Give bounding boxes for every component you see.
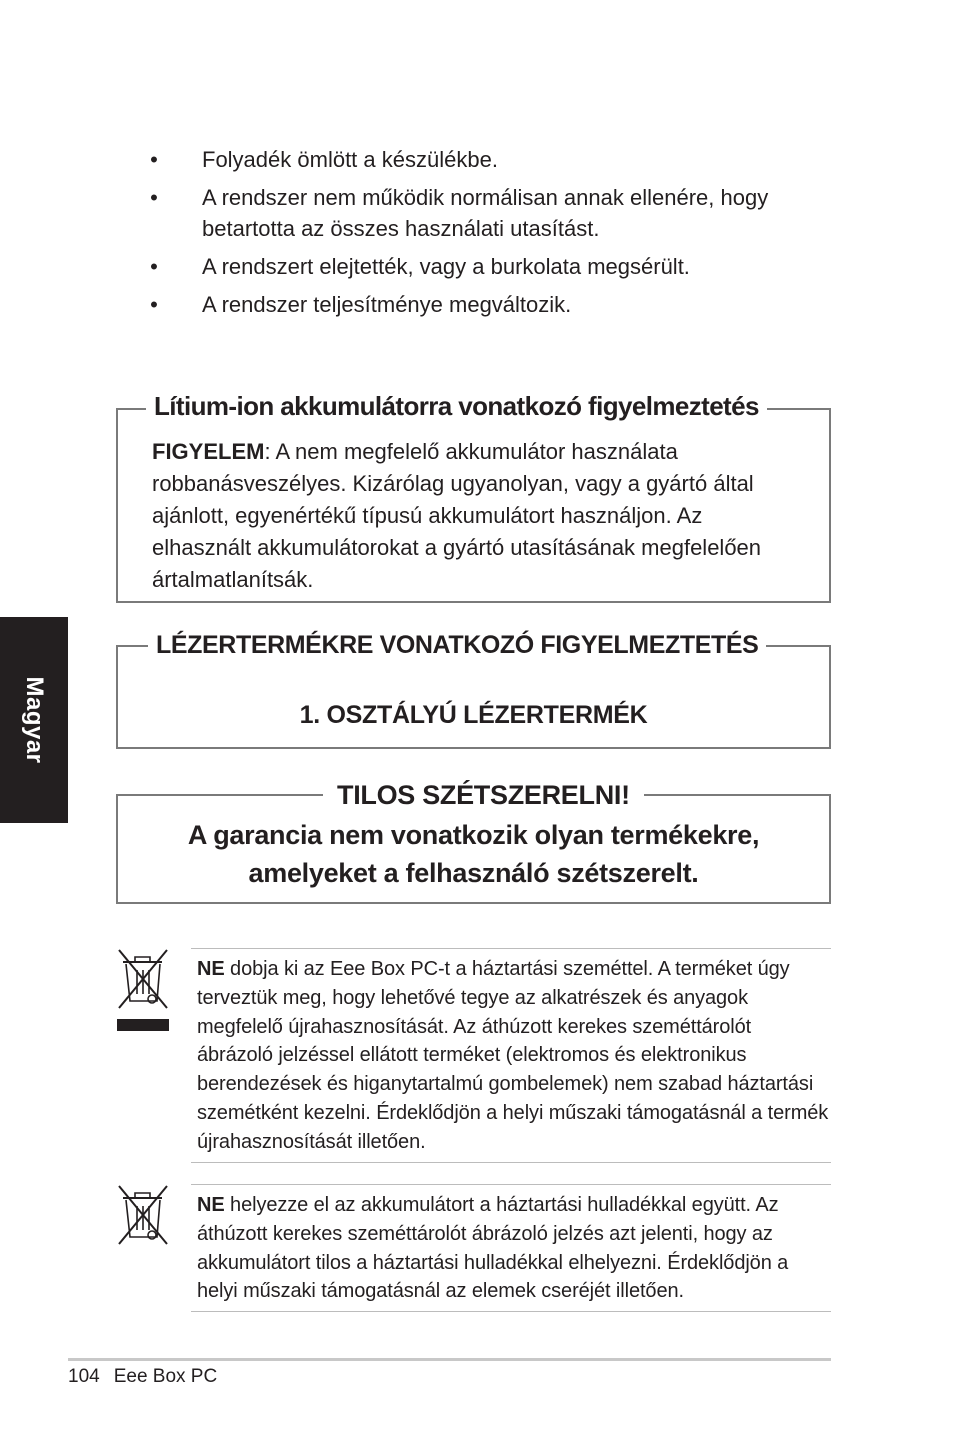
disassembly-line-1: A garancia nem vonatkozik olyan termékekre, <box>187 820 760 850</box>
disassembly-warning-text <box>118 816 829 892</box>
disassembly-warning-title: TILOS SZÉTSZERELNI! <box>323 777 644 813</box>
footer-divider <box>68 1358 831 1361</box>
warning-lead: FIGYELEM <box>152 439 265 464</box>
bullet-marker: • <box>150 147 158 172</box>
notice-body: dobja ki az Eee Box PC-t a háztartási szeméttel. A terméket úgy terveztük meg, hogy lehetővé tegye az alkatrészek és anyagok megfelelő újrahasznosítását. Az áthúzott kerekes szeméttárolót ábrázoló jelzéssel ellátott terméket (elektromos és elektronikus berendezések és higanytartalmú gombelemek) nem szabad háztartási szemétként kezelni. Érdeklődjön a helyi műszaki támogatásnál a termék újrahasznosítását illetően. <box>197 958 829 1153</box>
disassembly-line-2: amelyeket a felhasználó szétszerelt. <box>248 858 699 888</box>
notice-lead: NE <box>197 958 225 980</box>
page-number: 104 <box>68 1366 100 1387</box>
product-disposal-text <box>191 949 831 1157</box>
crossed-out-wheelie-bin-icon <box>115 1184 170 1253</box>
bullet-list <box>148 144 838 327</box>
warning-body: : A nem megfelelő akkumulátor használata robbanásveszélyes. Kizárólag ugyanolyan, vagy a gyártó által ajánlott, egyenértékű típusú akkumulátort használjon. Az elhasznált akkumulátorokat a gyártó utasításának megfelelően ártalmatlanítsák. <box>152 439 762 592</box>
battery-disposal-notice <box>191 1184 831 1312</box>
bullet-text: A rendszer nem működik normálisan annak ellenére, hogy betartotta az összes használati utasítást. <box>202 185 769 241</box>
product-name: Eee Box PC <box>113 1366 218 1387</box>
bullet-marker: • <box>150 292 158 317</box>
bullet-text: A rendszert elejtették, vagy a burkolata megsérült. <box>202 254 690 279</box>
laser-class-label: 1. OSZTÁLYÚ LÉZERTERMÉK <box>299 701 648 729</box>
disassembly-warning-box <box>116 780 831 904</box>
bullet-item <box>148 144 838 175</box>
bullet-marker: • <box>150 185 158 210</box>
laser-warning-box <box>116 631 831 749</box>
crossed-out-wheelie-bin-icon <box>115 948 170 1041</box>
bullet-marker: • <box>150 254 158 279</box>
notice-body: helyezze el az akkumulátort a háztartási hulladékkal együtt. Az áthúzott kerekes szeméttárolót ábrázoló jelzés azt jelenti, hogy az akkumulátort tilos a háztartási hulladékkal elhelyezni. Érdeklődjön a helyi műszaki támogatásnál az elemek cseréjét illetően. <box>197 1194 789 1303</box>
lithium-warning-text <box>152 436 802 596</box>
product-disposal-notice <box>191 948 831 1163</box>
bullet-text: A rendszer teljesítménye megváltozik. <box>202 292 572 317</box>
lithium-warning-box <box>116 391 831 603</box>
language-side-tab-label: Magyar <box>21 676 48 764</box>
bullet-text: Folyadék ömlött a készülékbe. <box>202 147 498 172</box>
battery-disposal-text <box>191 1185 831 1306</box>
lithium-warning-title: Lítium-ion akkumulátorra vonatkozó figyelmeztetés <box>146 388 767 424</box>
bullet-item <box>148 182 838 244</box>
notice-lead: NE <box>197 1194 225 1216</box>
bullet-item <box>148 289 838 320</box>
page-footer <box>68 1366 217 1388</box>
language-side-tab <box>0 617 68 823</box>
bullet-item <box>148 251 838 282</box>
laser-warning-title: LÉZERTERMÉKRE VONATKOZÓ FIGYELMEZTETÉS <box>148 628 766 662</box>
